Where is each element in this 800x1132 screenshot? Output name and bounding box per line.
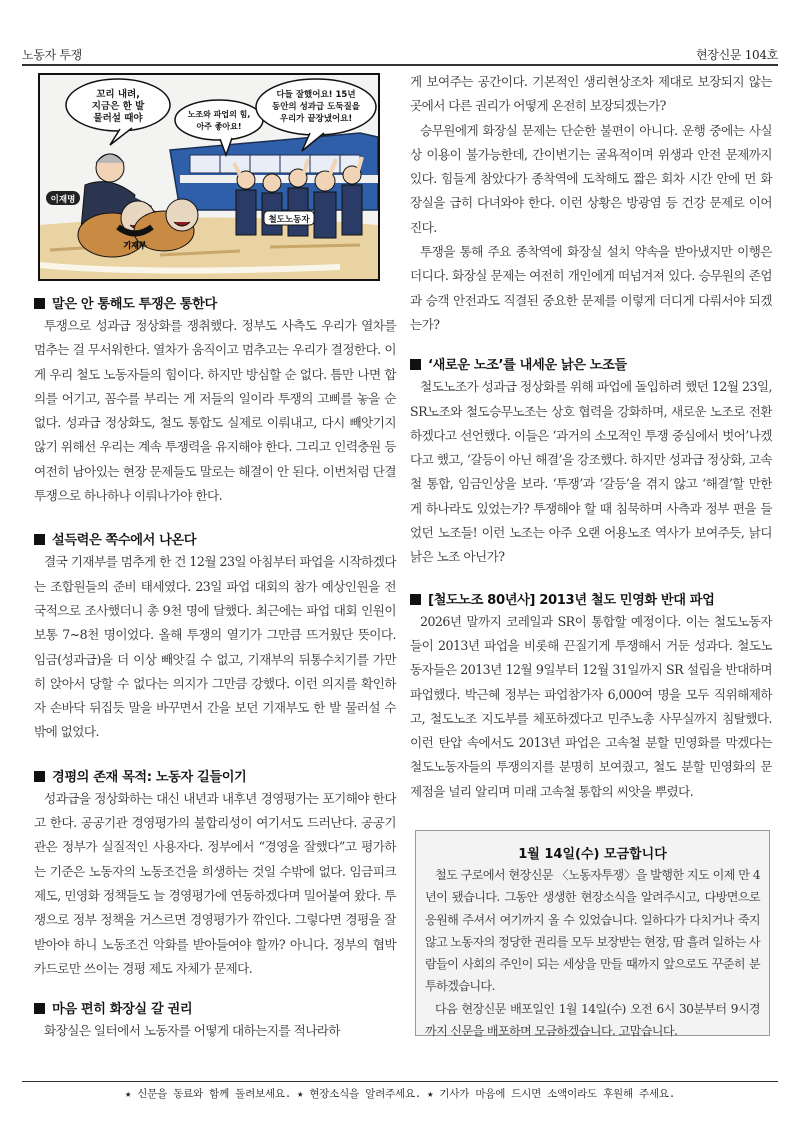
svg-text:지금은 한 발: 지금은 한 발 [91, 101, 145, 112]
svg-text:노조와 파업의 힘,: 노조와 파업의 힘, [187, 110, 251, 119]
svg-text:철도노동자: 철도노동자 [268, 215, 310, 225]
article-heading: 경평의 존재 목적: 노동자 길들이기 [34, 769, 396, 787]
notice-title: 1월 14일(수) 모금합니다 [518, 847, 667, 862]
bullet-square-icon [34, 1003, 45, 1014]
header-divider [22, 64, 778, 66]
political-cartoon [38, 73, 380, 281]
article-heading: 마음 편히 화장실 갈 권리 [34, 1001, 396, 1019]
article-paragraph: 결국 기재부를 멈추게 한 건 12월 23일 아침부터 파업을 시작하겠다는 조합원들의 준비 태세였다. 23일 파업 대회의 참가 예상인원을 전국적으로 조사했더니 총 9천 명에 달했다. 최근에는 파업 대회 인원이 보통 7~8천 명이었다. 올해 투쟁의 열기가 그만큼 뜨거웠단 뜻이다. 임금(성과급)을 더 이상 빼앗길 수 없고, 기재부의 뒤통수치기를 가만히 앉아서 당할 수 없다는 의지가 그만큼 강했다. 이런 의지를 확인하자 손바닥 뒤집듯 말을 바꾸면서 간을 보던 기재부도 한 발 물러설 수밖에 없었다. [34, 554, 396, 740]
article-paragraph: 게 보여주는 공간이다. 기본적인 생리현상조차 제대로 보장되지 않는 곳에서 다른 권리가 어떻게 온전히 보장되겠는가? [410, 74, 772, 114]
article-paragraph: 성과급을 정상화하는 대신 내년과 내후년 경영평가는 포기해야 한다고 한다. 공공기관 경영평가의 불합리성이 여기서도 드러난다. 공공기관은 정부가 실질적인 사용자다. 정부에서 “경영을 잘했다”고 평가하는 기준은 노동자의 노동조건을 희생하는 것일 수밖에 없다. 임금피크제도, 민영화 정책들도 늘 경영평가에 연동하겠다며 밀어붙여 왔다. 투쟁으로 정부 정책을 거스르면 경영평가가 깎인다. 그렇다면 경평을 잘 받아야 하니 노동조건 악화를 받아들여야 할까? 아니다. 정부의 협박 카드로만 쓰이는 경평 제도 자체가 문제다. [34, 790, 396, 976]
notice-paragraph: 다음 현장신문 배포일인 1월 14일(수) 오전 6시 30분부터 9시경까지 신문을 배포하며 모금하겠습니다. 고맙습니다. [425, 1001, 760, 1039]
article-paragraph: 투쟁으로 성과급 정상화를 쟁취했다. 정부도 사측도 우리가 열차를 멈추는 걸 무서워한다. 열차가 움직이고 멈추고는 우리가 결정한다. 이게 우리 철도 노동자들의 힘이다. 하지만 방심할 순 없다. 틈만 나면 합의를 어기고, 꼼수를 부리는 게 저들의 일이라 투쟁의 고삐를 놓을 순 없다. 성과급 정상화도, 철도 통합도 실제로 이뤄내고, 다시 빼앗기지 않기 위해선 우리는 계속 투쟁력을 유지해야 한다. 그리고 인력충원 등 여전히 남아있는 현장 문제들도 말로는 해결이 안 된다. 이번처럼 단결투쟁으로 하나하나 이뤄나가야 한다. [34, 318, 396, 504]
article-paragraph: 투쟁을 통해 주요 종착역에 화장실 설치 약속을 받아냈지만 이행은 더디다. 화장실 문제는 여전히 개인에게 떠넘겨져 있다. 승무원의 존엄과 승객 안전과도 직결된 중요한 문제를 이렇게 더디게 다뤄서야 되겠는가? [410, 244, 772, 332]
article-heading: 말은 안 통해도 투쟁은 통한다 [34, 296, 396, 314]
svg-text:다들 잘했어요! 15년: 다들 잘했어요! 15년 [276, 90, 356, 100]
issue-number: 현장신문 104호 [696, 48, 778, 62]
svg-text:이재명: 이재명 [50, 195, 76, 205]
svg-text:꼬리 내려,: 꼬리 내려, [96, 89, 140, 100]
svg-text:기재부: 기재부 [123, 241, 147, 250]
bullet-square-icon [34, 298, 45, 309]
article-heading: ‘새로운 노조’를 내세운 낡은 노조들 [410, 357, 772, 375]
article-paragraph: 철도노조가 성과급 정상화를 위해 파업에 돌입하려 했던 12월 23일, SR노조와 철도승무노조는 상호 협력을 강화하며, 새로운 노조로 전환하겠다고 선언했다. 이들은 ‘과거의 소모적인 투쟁 중심에서 벗어’나겠다고 했고, ‘갈등이 아닌 해결’을 강조했다. 하지만 성과급 정상화, 고속철 통합, 임금인상을 보라. ‘투쟁’과 ‘갈등’을 겪지 않고 ‘해결’할 만한 게 하나라도 있었는가? 투쟁해야 할 때 침묵하며 사측과 정부 편을 들었던 노조들! 이런 노조는 아주 오랜 어용노조 역사가 보여주듯, 낡디낡은 노조 아닌가? [410, 379, 772, 565]
svg-text:물러설 때야: 물러설 때야 [93, 113, 143, 124]
cartoon-illustration-icon [40, 75, 378, 279]
footer-text: ★ 신문을 동료와 함께 돌려보세요. ★ 현장소식을 알려주세요. ★ 기사가 마음에 드시면 소액이라도 후원해 주세요. [125, 1088, 675, 1100]
notice-paragraph: 철도 구로에서 현장신문 〈노동자투쟁〉을 발행한 지도 이제 만 4년이 됐습니다. 그동안 생생한 현장소식을 알려주시고, 다방면으로 응원해 주셔서 여기까지 올 수 있었습니다. 일하다가 다치거나 죽지 않고 노동자의 정당한 권리를 모두 보장받는 현장, 땀 흘려 일하는 사람들이 사회의 주인이 되는 세상을 만들 때까지 앞으로도 꾸준히 분투하겠습니다. [425, 868, 760, 994]
article-heading: 설득력은 쪽수에서 나온다 [34, 532, 396, 550]
article-paragraph: 화장실은 일터에서 노동자를 어떻게 대하는지를 적나라하 [44, 1023, 341, 1039]
right-column [410, 70, 772, 804]
article-heading: [철도노조 80년사] 2013년 철도 민영화 반대 파업 [410, 592, 772, 610]
left-column [34, 70, 396, 1043]
svg-text:동안의 성과급 도둑질을: 동안의 성과급 도둑질을 [271, 102, 361, 112]
footer-divider [22, 1081, 778, 1082]
bullet-square-icon [410, 359, 421, 370]
svg-text:우리가 끝장냈어요!: 우리가 끝장냈어요! [279, 114, 353, 124]
bullet-square-icon [410, 594, 421, 605]
publication-name: 노동자 투쟁 [22, 48, 82, 62]
svg-text:아주 좋아요!: 아주 좋아요! [196, 122, 242, 131]
fundraising-notice-box [415, 830, 770, 1039]
article-paragraph: 2026년 말까지 코레일과 SR이 통합할 예정이다. 이는 철도노동자들이 2013년 파업을 비롯해 끈질기게 투쟁해서 거둔 성과다. 철도노동자들은 2013년 12월 9일부터 12월 31일까지 SR 설립을 반대하며 파업했다. 박근혜 정부는 파업참가자 6,000여 명을 모두 직위해제하고, 철도노조 지도부를 체포하겠다고 민주노총 사무실까지 침탈했다. 이런 탄압 속에서도 2013년 파업은 고속철 분할 민영화를 막겠다는 철도노동자들의 투쟁의지를 분명히 보여줬고, 철도 분할 민영화의 문제점을 널리 알리며 미래 고속철 통합의 씨앗을 뿌렸다. [410, 613, 772, 799]
bullet-square-icon [34, 771, 45, 782]
article-paragraph: 승무원에게 화장실 문제는 단순한 불편이 아니다. 운행 중에는 사실상 이용이 불가능한데, 간이변기는 굴욕적이며 위생과 안전 문제까지 있다. 힘들게 참았다가 종착역에 도착해도 짧은 회차 시간 안에 먼 화장실을 급히 다녀와야 한다. 이런 상황은 방광염 등 건강 문제로 이어진다. [410, 122, 772, 235]
bullet-square-icon [34, 534, 45, 545]
